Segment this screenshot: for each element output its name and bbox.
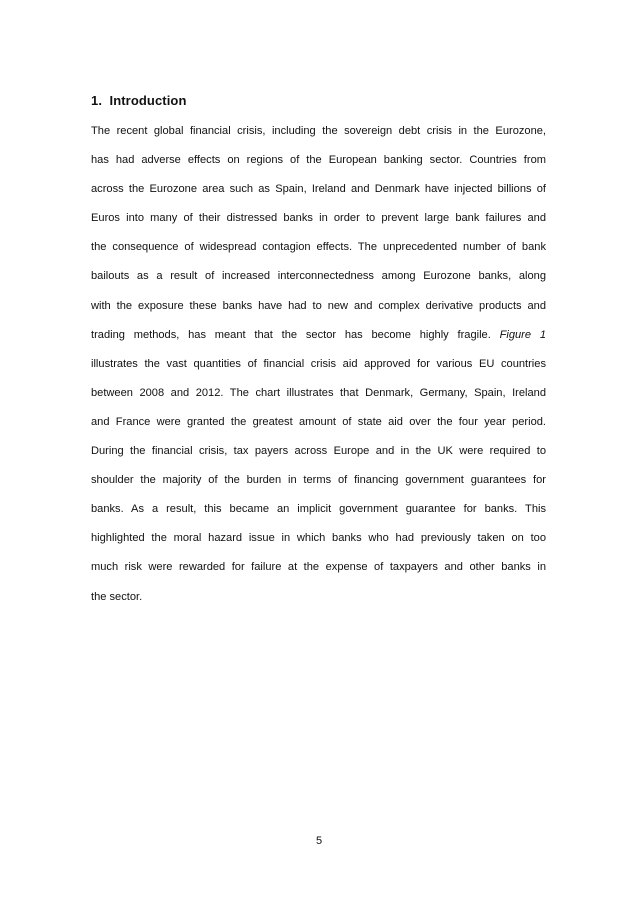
paragraph-line-text: trading methods, has meant that the sector has become highly fragile. — [91, 328, 491, 341]
figure-reference: Figure 1 — [499, 328, 546, 341]
section-title: Introduction — [109, 93, 187, 108]
paragraph-line: highlighted the moral hazard issue in which banks who had previously taken on too — [91, 532, 546, 545]
paragraph-line: has had adverse effects on regions of the European banking sector. Countries from — [91, 154, 546, 167]
paragraph-line: and France were granted the greatest amount of state aid over the four year period. — [91, 415, 546, 428]
paragraph-line: across the Eurozone area such as Spain, Ireland and Denmark have injected billions of — [91, 183, 546, 196]
section-number: 1. — [91, 93, 103, 108]
paragraph-line: During the financial crisis, tax payers across Europe and in the UK were required to — [91, 445, 546, 458]
introduction-paragraph — [91, 117, 546, 612]
paragraph-line: with the exposure these banks have had to new and complex derivative products and — [91, 299, 546, 312]
paragraph-line: between 2008 and 2012. The chart illustrates that Denmark, Germany, Spain, Ireland — [91, 386, 546, 399]
section-heading — [91, 93, 187, 108]
page-number: 5 — [315, 835, 323, 847]
paragraph-line: much risk were rewarded for failure at the expense of taxpayers and other banks in — [91, 561, 546, 574]
paragraph-line-with-figure-ref — [91, 321, 546, 350]
paragraph-line: bailouts as a result of increased interconnectedness among Eurozone banks, along — [91, 270, 546, 283]
paragraph-line: the sector. — [91, 590, 143, 603]
paragraph-line: illustrates the vast quantities of financial crisis aid approved for various EU countries — [91, 357, 546, 370]
paragraph-line: shoulder the majority of the burden in terms of financing government guarantees for — [91, 474, 546, 487]
paragraph-line: Euros into many of their distressed banks in order to prevent large bank failures and — [91, 212, 546, 225]
paragraph-line: the consequence of widespread contagion effects. The unprecedented number of bank — [91, 241, 546, 254]
paragraph-line: The recent global financial crisis, including the sovereign debt crisis in the Eurozone, — [91, 125, 546, 137]
paragraph-line: banks. As a result, this became an implicit government guarantee for banks. This — [91, 503, 546, 516]
